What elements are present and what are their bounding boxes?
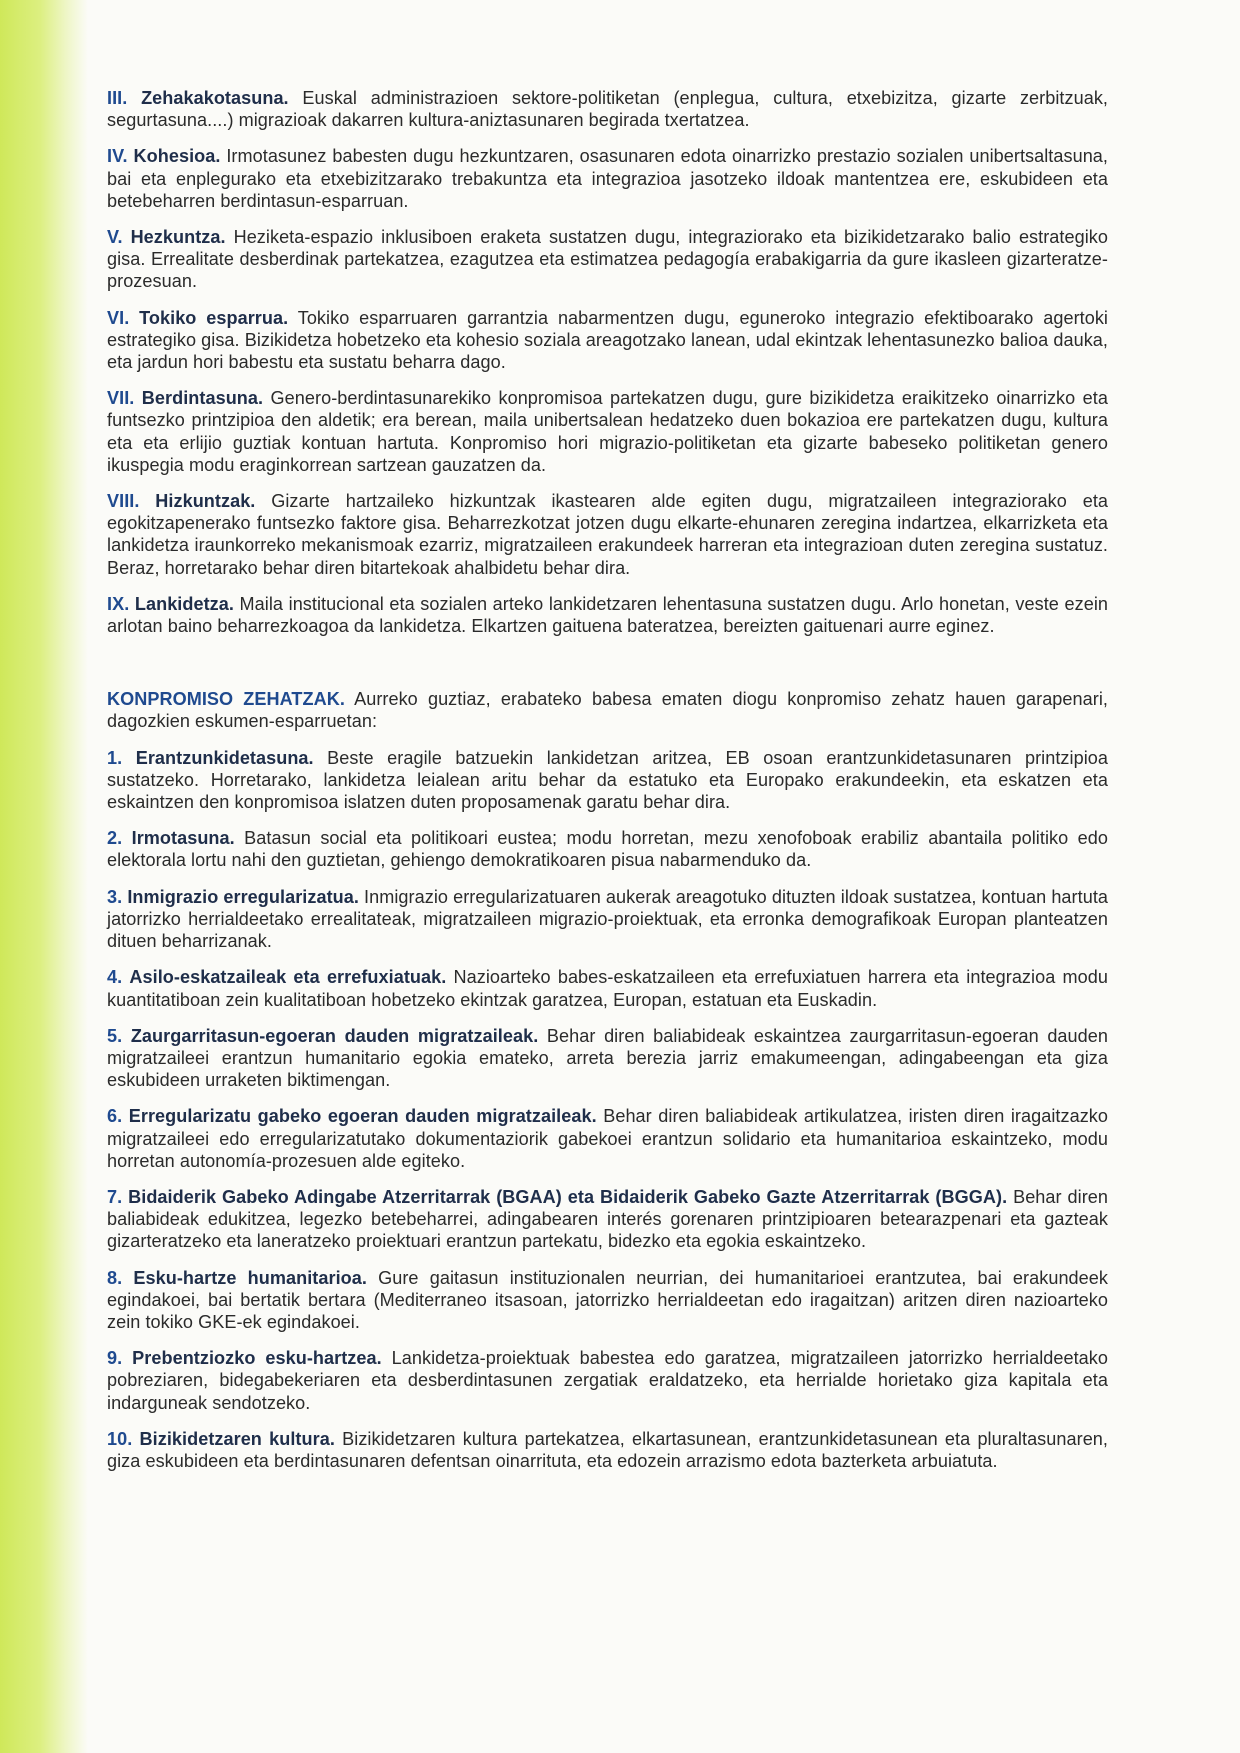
principle-9-title: Lankidetza. [134, 593, 234, 614]
commitment-1-title: Erantzunkidetasuna. [135, 747, 314, 768]
commitment-1-num: 1. [107, 747, 123, 768]
commitment-10 [107, 1428, 1108, 1472]
commitment-5 [107, 1025, 1108, 1092]
principle-9 [107, 593, 1108, 637]
principle-9-num: IX. [107, 593, 130, 614]
principle-8-text: Gizarte hartzaileko hizkuntzak ikastearen alde egiten dugu, migratzaileen integraziorako eta egokitzapenerako funtsezko faktore gisa. Beharrezkotzat jotzen dugu elkarte-ehunaren zeregina indartzea, elkarrizketa eta lankidetza iraunkorreko mekanismoak ezarriz, migratzaileen erakundeek harreran eta integrazioan duten zeregina sustatuz. Beraz, horretarako behar diren bitartekoak ahalbidetu behar dira. [107, 491, 1109, 578]
commitment-2 [107, 827, 1108, 871]
commitment-5-num: 5. [107, 1025, 123, 1046]
commitment-3 [107, 886, 1108, 953]
principle-8-num: VIII. [107, 491, 140, 512]
principle-4-title: Kohesioa. [133, 146, 221, 167]
principle-3 [107, 87, 1108, 131]
commitment-9-num: 9. [107, 1348, 123, 1369]
principle-8-title: Hizkuntzak. [155, 491, 256, 512]
commitments-intro-title: KONPROMISO ZEHATZAK. [107, 689, 345, 710]
principle-6-num: VI. [107, 307, 130, 328]
commitment-9 [107, 1347, 1108, 1414]
commitments-intro [107, 688, 1108, 732]
commitment-4-text: Nazioarteko babes-eskatzaileen eta errefuxiatuen harrera eta integrazioa modu kuantitatiboan zein kualitatiboan hobetzeko ekintzak garatzea, Europan, estatuan eta Euskadin. [107, 967, 1108, 1010]
commitment-1-text: Beste eragile batzuekin lankidetzan aritzea, EB osoan erantzunkidetasunaren printzipioa sustatzeko. Horretarako, lankidetza leialean aritu behar da estatuko eta Europako erakundeekin, eta eskatzen eta eskaintzen den konpromisoa islatzen duten proposamenak garatu behar dira. [107, 747, 1109, 813]
commitment-7-num: 7. [107, 1186, 123, 1207]
principle-3-num: III. [107, 88, 128, 108]
commitment-6-title: Erregularizatu gabeko egoeran dauden migratzaileak. [128, 1106, 597, 1127]
commitment-5-title: Zaurgarritasun-egoeran dauden migratzaileak. [130, 1025, 539, 1046]
principle-7-num: VII. [107, 388, 135, 409]
commitment-3-text: Inmigrazio erregularizatuaren aukerak areagotuko dituzten ildoak sustatzea, kontuan hartuta jatorrizko herrialdeetako errealitateak, migratzaileen migrazio-proiektuak, eta erronka demografikoak Europan planteatzen dituen beharrizanak. [107, 886, 1109, 952]
commitment-6 [107, 1105, 1108, 1172]
principle-5-num: V. [107, 227, 123, 248]
section-spacer [107, 651, 1108, 688]
principle-8 [107, 490, 1108, 579]
decorative-green-band [0, 0, 88, 1753]
commitments-intro-text: Aurreko guztiaz, erabateko babesa ematen diogu konpromiso zehatz hauen garapenari, dagozkien eskumen-esparruetan: [107, 689, 1108, 732]
principle-6-text: Tokiko esparruaren garrantzia nabarmentzen dugu, eguneroko integrazio efektiboarako agertoki estrategiko gisa. Bizikidetza hobetzeko eta kohesio soziala areagotzako lanean, udal ekintzak lehentasunezko balioa dauka, eta jardun hori babestu eta sustatu beharra dago. [107, 307, 1109, 373]
commitment-9-text: Lankidetza-proiektuak babestea edo garatzea, migratzaileen jatorrizko herrialdeetako pobreziaren, bidegabekeriaren eta desberdintasunen zergatiak eraldatzeko, eta herrialde horietako giza kapitala eta indarguneak sendotzeko. [107, 1348, 1108, 1413]
commitment-6-num: 6. [107, 1106, 123, 1127]
commitment-8 [107, 1267, 1108, 1334]
commitment-2-title: Irmotasuna. [131, 828, 235, 849]
principle-4-num: IV. [107, 146, 128, 167]
commitment-7 [107, 1186, 1108, 1253]
commitment-4 [107, 966, 1108, 1010]
commitment-3-num: 3. [107, 886, 123, 907]
principle-4-text: Irmotasunez babesten dugu hezkuntzaren, osasunaren edota oinarrizko prestazio sozialen unibertsaltasuna, bai eta enplegurako eta etxebizitzarako trebakuntza eta integrazioa jasotzeko ildoak mantentzea ere, eskubideen eta betebeharren berdintasun-esparruan. [107, 146, 1109, 211]
principle-3-text: Euskal administrazioen sektore-politiketan (enplegua, cultura, etxebizitza, gizarte zerbitzuak, segurtasuna....) migrazioak dakarren kultura-aniztasunaren begirada txertatzea. [107, 88, 1108, 131]
commitment-10-num: 10. [107, 1428, 133, 1449]
principle-5 [107, 226, 1108, 293]
commitment-2-num: 2. [107, 828, 123, 849]
commitment-1 [107, 747, 1108, 814]
commitment-7-text: Behar diren baliabideak edukitzea, legezko betebeharrei, adingabearen interés gorenaren printzipioaren betearazpenari eta gazteak gizarteratzeko eta laneratzeko proiektuari erantzun partekatu, bidezko eta egokia eskaintzeko. [107, 1186, 1109, 1252]
principle-6 [107, 307, 1108, 374]
principle-6-title: Tokiko esparrua. [139, 307, 289, 328]
principle-9-text: Maila institucional eta sozialen arteko lankidetzaren lehentasuna sustatzen dugu. Arlo honetan, veste ezein arlotan baino beharrezkoagoa da lankidetza. Elkartzen gaituena bateratzea, bereizten gaituenari aurre eginez. [107, 593, 1108, 637]
commitment-3-title: Inmigrazio erregularizatua. [127, 886, 359, 907]
commitment-6-text: Behar diren baliabideak artikulatzea, iristen diren iragaitzazko migratzaileei edo erregularizatutako dokumentaziorik gabekoei erantzun solidario eta humanitarioa eskaintzeko, modu horretan autonomía-prozesuen alde egiteko. [107, 1106, 1108, 1171]
document-body [107, 87, 1108, 1486]
commitment-8-text: Gure gaitasun instituzionalen neurrian, dei humanitarioei erantzutea, bai erakundeek egindakoei, bai bertatik bertara (Mediterraneo itsasoan, jatorrizko herrialdeetan edo iragaitzan) aritzen diren nazioarteko zein tokiko GKE-ek egindakoei. [107, 1267, 1108, 1332]
principle-4 [107, 145, 1108, 212]
commitment-4-title: Asilo-eskatzaileak eta errefuxiatuak. [129, 967, 447, 988]
principle-5-text: Heziketa-espazio inklusiboen eraketa sustatzen dugu, integraziorako eta bizikidetzarako balio estrategiko gisa. Errealitate desberdinak partekatzea, ezagutzea eta estimatzea pedagogía erabakigarria da gure ikasleen gizarteratze-prozesuan. [107, 227, 1109, 292]
commitment-7-title: Bidaiderik Gabeko Adingabe Atzerritarrak (BGAA) eta Bidaiderik Gabeko Gazte Atzerritarrak (BGGA). [128, 1186, 1008, 1207]
principle-5-title: Hezkuntza. [130, 227, 226, 248]
commitment-10-title: Bizikidetzaren kultura. [139, 1428, 335, 1449]
commitment-9-title: Prebentziozko esku-hartzea. [132, 1348, 382, 1369]
principle-7 [107, 387, 1108, 476]
commitment-10-text: Bizikidetzaren kultura partekatzea, elkartasunean, erantzunkidetasunean eta pluraltasunaren, giza eskubideen eta berdintasunaren defentsan oinarrituta, eta edozein arrazismo edotа bazterketa arbuiatuta. [107, 1428, 1108, 1471]
commitment-5-text: Behar diren baliabideak eskaintzea zaurgarritasun-egoeran dauden migratzaileei erantzun humanitario egokia emateko, arreta berezia jarriz emakumeengan, adingabeengan eta giza eskubideen urraketen biktimengan. [107, 1025, 1108, 1091]
principle-3-title: Zehakakotasuna. [141, 88, 289, 108]
commitment-8-title: Esku-hartze humanitarioa. [133, 1267, 367, 1288]
commitment-2-text: Batasun social eta politikoari eustea; modu horretan, mezu xenofoboak erabiliz abantaila politiko edo elektorala lortu nahi den guztietan, gehiengo demokratikoaren pisua nabarmenduko da. [107, 828, 1108, 871]
commitment-4-num: 4. [107, 967, 123, 988]
principle-7-text: Genero-berdintasunarekiko konpromisoa partekatzen dugu, gure bizikidetza eraikitzeko oinarrizko eta funtsezko printzipioa den aldetik; era berean, maila unibertsalean hedatzeko duen bokazioa ere partekatzen dugu, kultura eta eta erlijio guztiak kontuan hartuta. Konpromiso hori migrazio-politiketan eta gizarte babeseko politiketan genero ikuspegia modu eraginkorrean sartzean gauzatzen da. [107, 388, 1108, 475]
commitment-8-num: 8. [107, 1267, 123, 1288]
principle-7-title: Berdintasuna. [141, 388, 264, 409]
